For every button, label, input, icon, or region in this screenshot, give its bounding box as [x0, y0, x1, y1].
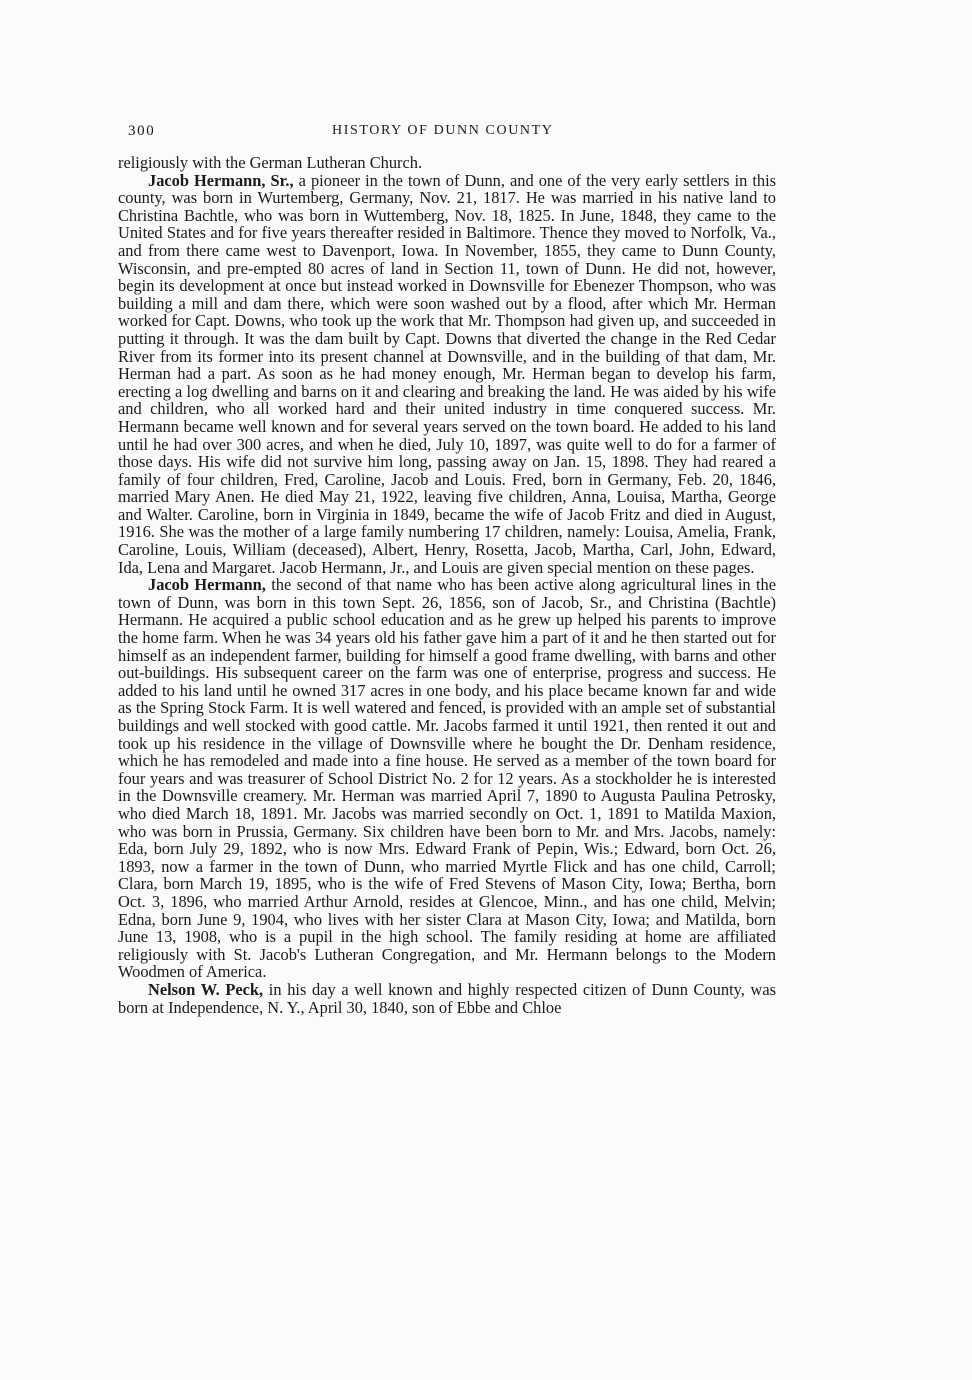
paragraph-jacob-hermann-sr [118, 172, 776, 577]
body-text [118, 154, 776, 1016]
page-number: 300 [128, 123, 156, 139]
paragraph-continuation [118, 154, 776, 172]
document-page [118, 118, 776, 1016]
running-header [118, 118, 776, 144]
paragraph-text: a pioneer in the town of Dunn, and one of the very early settlers in this county, was born in Wurtemberg, Germany, Nov. 21, 1817. He was married in his native land to Christina Bachtle, who was born in Wuttemberg, Nov. 18, 1825. In June, 1848, they came to the United States and for five years thereafter resided in Baltimore. Thence they moved to Norfolk, Va., and from there came west to Davenport, Iowa. In November, 1855, they came to Dunn County, Wisconsin, and pre-empted 80 acres of land in Section 11, town of Dunn. He did not, however, begin its development at once but instead worked in Downsville for Ebenezer Thompson, who was building a mill and dam there, which were soon washed out by a flood, after which Mr. Herman worked for Capt. Downs, who took up the work that Mr. Thompson had given up, and succeeded in putting it through. It was the dam built by Capt. Downs that diverted the change in the Red Cedar River from its former into its present channel at Downsville, and in the building of that dam, Mr. Herman had a part. As soon as he had money enough, Mr. Herman began to develop his farm, erecting a log dwelling and barns on it and clearing and breaking the land. He was aided by his wife and children, who all worked hard and their united industry in time conquered success. Mr. Hermann became well known and for several years served on the town board. He added to his land until he had over 300 acres, and when he died, July 10, 1897, was quite well to do for a farmer of those days. His wife did not survive him long, passing away on Jan. 15, 1898. They had reared a family of four children, Fred, Caroline, Jacob and Louis. Fred, born in Germany, Feb. 20, 1846, married Mary Anen. He died May 21, 1922, leaving five children, Anna, Louisa, Martha, George and Walter. Caroline, born in Virginia in 1849, became the wife of Jacob Fritz and died in August, 1916. She was the mother of a large family numbering 17 children, namely: Louisa, Amelia, Frank, Caroline, Louis, William (deceased), Albert, Henry, Rosetta, Jacob, Martha, Carl, John, Edward, Ida, Lena and Margaret. Jacob Hermann, Jr., and Louis are given special mention on these pages. [118, 170, 777, 577]
paragraph-text: in his day a well known and highly respected citizen of Dunn County, was born at Independence, N. Y., April 30, 1840, son of Ebbe and Chloe [118, 979, 776, 1017]
paragraph-text: religiously with the German Lutheran Church. [118, 153, 423, 172]
paragraph-text: the second of that name who has been active along agricultural lines in the town of Dunn, was born in this town Sept. 26, 1856, son of Jacob, Sr., and Christina (Bachtle) Hermann. He acquired a public school education and as he grew up helped his parents to improve the home farm. When he was 34 years old his father gave him a part of it and he then started out for himself as an independent farmer, building for himself a good frame dwelling, with barns and other out-buildings. His subsequent career on the farm was one of enterprise, progress and success. He added to his land until he owned 317 acres in one body, and his place became known far and wide as the Spring Stock Farm. It is well watered and fenced, is provided with an ample set of substantial buildings and well stocked with good cattle. Mr. Jacobs farmed it until 1921, then rented it out and took up his residence in the village of Downsville where he bought the Dr. Denham residence, which he has remodeled and made into a fine house. He served as a member of the town board for four years and was treasurer of School District No. 2 for 12 years. As a stockholder he is interested in the Downsville creamery. Mr. Herman was married April 7, 1890 to Augusta Paulina Petrosky, who died March 18, 1891. Mr. Jacobs was married secondly on Oct. 1, 1891 to Matilda Maxion, who was born in Prussia, Germany. Six children have been born to Mr. and Mrs. Jacobs, namely: Eda, born July 29, 1892, who is now Mrs. Edward Frank of Pepin, Wis.; Edward, born Oct. 26, 1893, now a farmer in the town of Dunn, who married Myrtle Flick and has one child, Carroll; Clara, born March 19, 1895, who is the wife of Fred Stevens of Mason City, Iowa; Bertha, born Oct. 3, 1896, who married Arthur Arnold, resides at Glencoe, Minn., and has one child, Melvin; Edna, born June 9, 1904, who lives with her sister Clara at Mason City, Iowa; and Matilda, born June 13, 1908, who is a pupil in the high school. The family residing at home are affiliated religiously with St. Jacob's Lutheran Congregation, and Mr. Hermann belongs to the Modern Woodmen of America. [118, 575, 776, 982]
running-title: HISTORY OF DUNN COUNTY [332, 123, 554, 138]
paragraph-nelson-w-peck [118, 981, 776, 1016]
entry-name: Jacob Hermann, Sr., [148, 170, 294, 190]
entry-name: Nelson W. Peck, [148, 979, 264, 999]
paragraph-jacob-hermann [118, 576, 776, 981]
entry-name: Jacob Hermann, [148, 575, 266, 595]
